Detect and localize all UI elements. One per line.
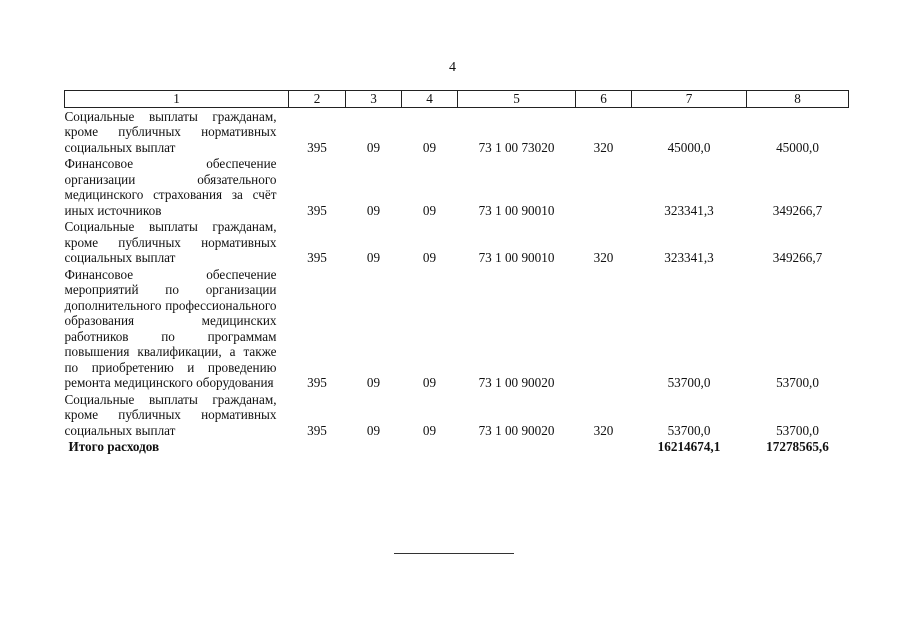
table-header-row bbox=[65, 91, 849, 108]
cell-target-article: 73 1 00 90010 bbox=[478, 250, 555, 265]
cell-code: 395 bbox=[307, 422, 327, 438]
cell-target-article bbox=[458, 438, 576, 455]
cell-amount-year2: 45000,0 bbox=[776, 139, 819, 155]
cell-section: 09 bbox=[366, 139, 381, 155]
cell-expense-type bbox=[576, 438, 632, 455]
cell-expense-type: 320 bbox=[593, 250, 614, 265]
column-header: 7 bbox=[632, 91, 747, 108]
row-description: Социальные выплаты гражданам, кроме публичных нормативных социальных выплат bbox=[64, 391, 277, 438]
cell-section: 09 bbox=[366, 202, 381, 218]
column-header: 3 bbox=[346, 91, 402, 108]
cell-target-article: 73 1 00 90020 bbox=[478, 375, 555, 390]
cell-expense-type bbox=[576, 266, 632, 391]
cell-amount-year1: 323341,3 bbox=[664, 202, 714, 218]
column-header: 1 bbox=[65, 91, 289, 108]
cell-subsection: 09 bbox=[422, 375, 437, 390]
table-row bbox=[65, 107, 849, 155]
cell-amount-year1: 323341,3 bbox=[664, 250, 714, 265]
column-header: 2 bbox=[289, 91, 346, 108]
cell-expense-type: 320 bbox=[593, 139, 614, 155]
cell-amount-year1: 53700,0 bbox=[667, 422, 711, 438]
cell-subsection: 09 bbox=[422, 202, 437, 218]
column-header: 8 bbox=[747, 91, 849, 108]
cell-section: 09 bbox=[366, 422, 381, 438]
cell-expense-type bbox=[576, 155, 632, 218]
cell-code: 395 bbox=[307, 250, 327, 265]
cell-amount-year2: 349266,7 bbox=[772, 250, 823, 265]
cell-amount-year1: 45000,0 bbox=[667, 139, 711, 155]
cell-subsection bbox=[402, 438, 458, 455]
table-row bbox=[65, 266, 849, 391]
cell-expense-type: 320 bbox=[593, 422, 614, 438]
table-row bbox=[65, 218, 849, 266]
cell-target-article: 73 1 00 73020 bbox=[478, 139, 555, 155]
cell-amount-year2: 349266,7 bbox=[772, 202, 823, 218]
cell-section: 09 bbox=[366, 375, 381, 390]
expenditure-table bbox=[64, 90, 849, 455]
total-amount-year2: 17278565,6 bbox=[766, 439, 829, 454]
total-row bbox=[65, 438, 849, 455]
cell-subsection: 09 bbox=[422, 422, 437, 438]
cell-subsection: 09 bbox=[422, 250, 437, 265]
column-header: 4 bbox=[402, 91, 458, 108]
cell-target-article: 73 1 00 90010 bbox=[478, 202, 555, 218]
cell-target-article: 73 1 00 90020 bbox=[478, 422, 555, 438]
row-description: Социальные выплаты гражданам, кроме публичных нормативных социальных выплат bbox=[64, 108, 277, 155]
column-header: 5 bbox=[458, 91, 576, 108]
row-description: Социальные выплаты гражданам, кроме публичных нормативных социальных выплат bbox=[64, 219, 277, 265]
cell-section: 09 bbox=[366, 250, 381, 265]
cell-subsection: 09 bbox=[422, 139, 437, 155]
cell-amount-year2: 53700,0 bbox=[776, 422, 819, 438]
total-label: Итого расходов bbox=[68, 439, 160, 454]
cell-code: 395 bbox=[307, 375, 327, 390]
row-description: Финансовое обеспечение организации обязательного медицинского страхования за счёт иных источников bbox=[64, 156, 277, 218]
end-of-table-divider bbox=[394, 553, 514, 554]
row-description: Финансовое обеспечение мероприятий по организации дополнительного профессионального образования медицинских работников по программам повышения квалификации, а также по приобретению и проведению ремонта медицинского оборудования bbox=[64, 266, 277, 390]
cell-amount-year1: 53700,0 bbox=[667, 375, 711, 390]
cell-code: 395 bbox=[307, 202, 327, 218]
column-header: 6 bbox=[576, 91, 632, 108]
table-row bbox=[65, 155, 849, 218]
cell-amount-year2: 53700,0 bbox=[776, 375, 819, 390]
cell-code bbox=[289, 438, 346, 455]
total-amount-year1: 16214674,1 bbox=[657, 439, 721, 454]
page-number: 4 bbox=[449, 60, 456, 75]
cell-code: 395 bbox=[307, 139, 327, 155]
cell-section bbox=[346, 438, 402, 455]
table-row bbox=[65, 391, 849, 439]
